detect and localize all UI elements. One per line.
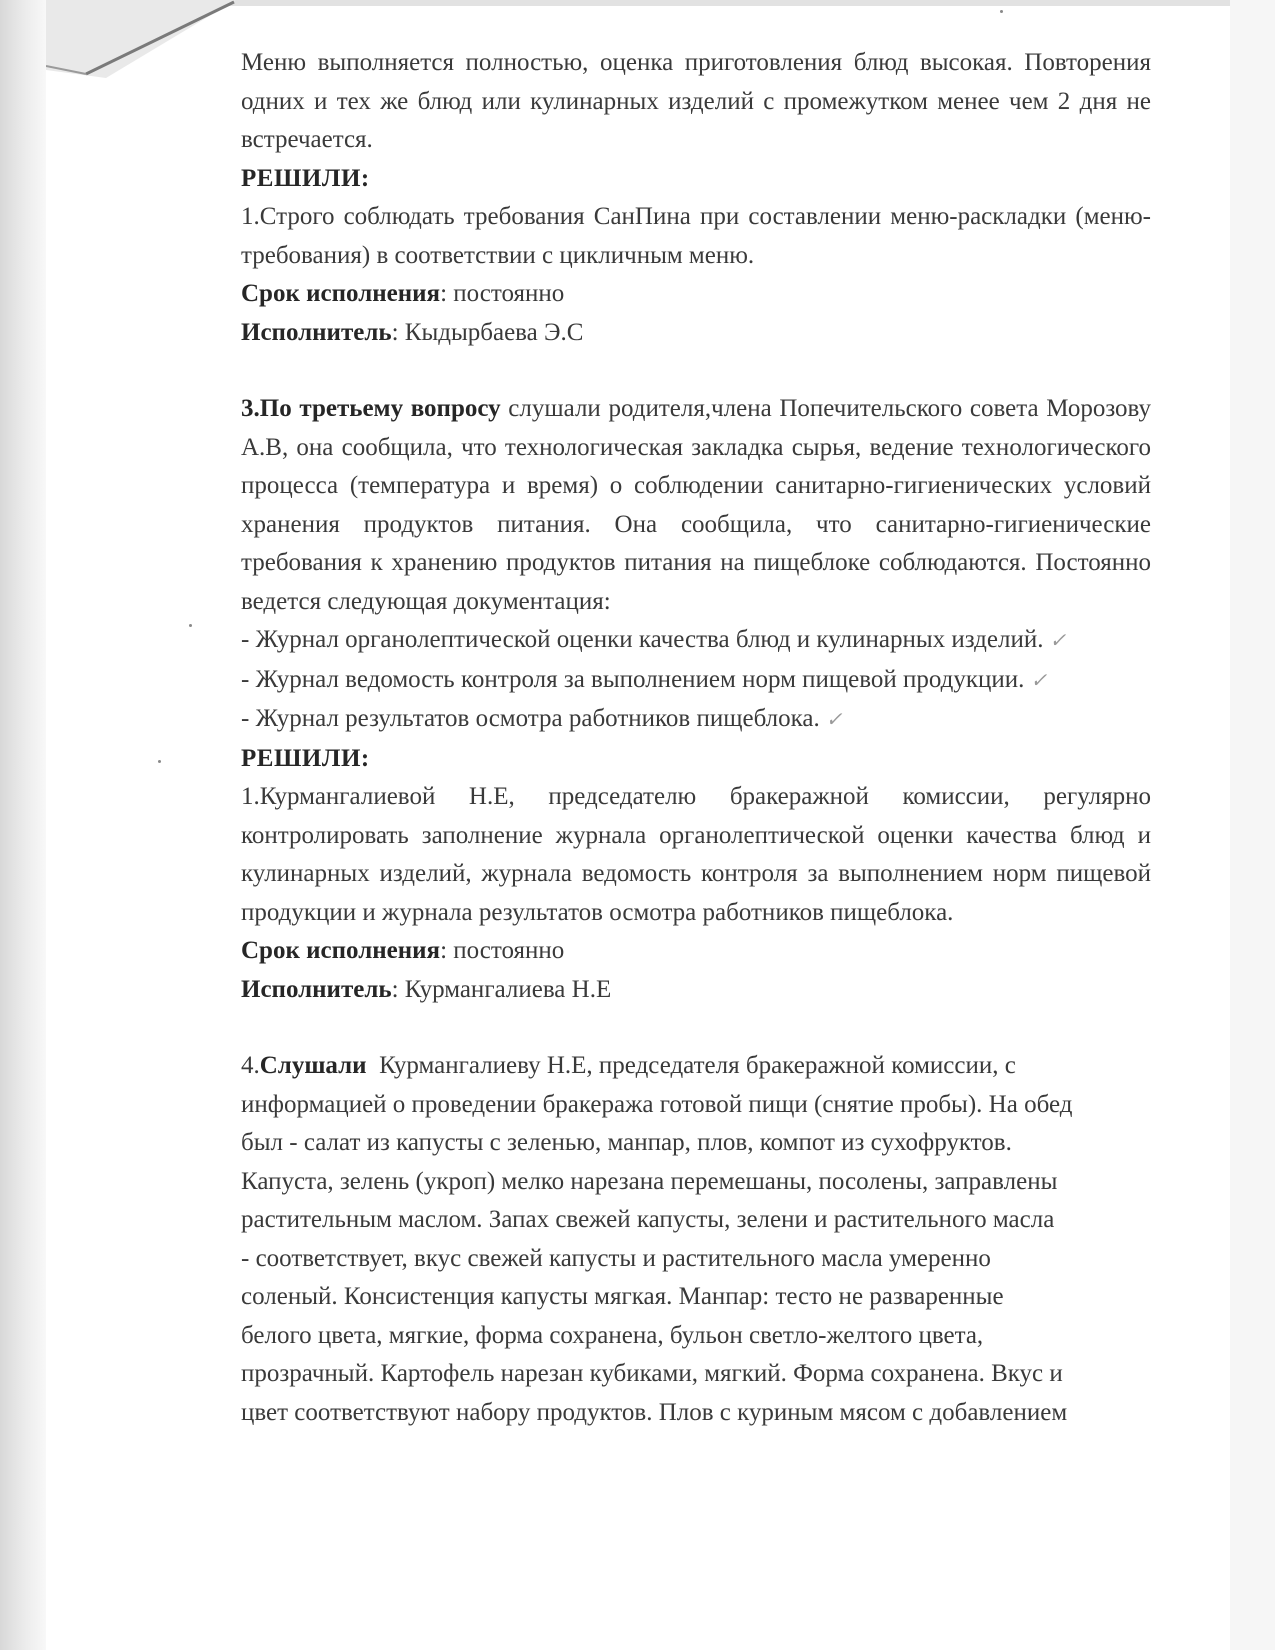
question-4-line — [241, 1047, 1151, 1086]
scan-speck — [189, 624, 192, 627]
question-3-lead: 3.По третьему вопросу — [241, 395, 501, 422]
executor-line-2 — [241, 971, 1151, 1010]
question-4-line: растительным маслом. Запах свежей капусты, зелени и растительного масла — [241, 1206, 1055, 1233]
spacer — [241, 352, 1151, 390]
list-item — [241, 621, 1151, 661]
question-4-line: прозрачный. Картофель нарезан кубиками, мягкий. Форма сохранена. Вкус и — [241, 1360, 1063, 1387]
question-4-line: информацией о проведении бракеража готовой пищи (снятие пробы). На обед — [241, 1090, 1073, 1118]
scan-speck — [1000, 10, 1003, 13]
heading-resolved-1: РЕШИЛИ: — [241, 164, 370, 192]
list-item-text: - Журнал результатов осмотра работников пищеблока. — [241, 705, 820, 732]
executor-value: : Курмангалиева Н.Е — [391, 975, 612, 1003]
question-4-paragraph — [241, 1047, 1151, 1432]
document-page — [241, 44, 1151, 1432]
deadline-line-1 — [241, 275, 1151, 314]
paragraph-menu: Меню выполняется полностью, оценка приготовления блюд высокая. Повторения одних и тех же блюд или кулинарных изделий с промежутком менее чем 2 дня не встречается. — [241, 49, 1151, 153]
question-4-line: соленый. Консистенция капусты мягкая. Манпар: тесто не разваренные — [241, 1283, 1004, 1310]
question-4-line: - соответствует, вкус свежей капусты и растительного масла умеренно — [241, 1244, 991, 1272]
checkmark-icon: ✓ — [1030, 669, 1048, 692]
executor-label: Исполнитель — [241, 975, 392, 1003]
deadline-label: Срок исполнения — [241, 280, 441, 307]
scan-right-margin — [1230, 0, 1275, 1650]
resolution-2: 1.Курмангалиевой Н.Е, председателю бракеражной комиссии, регулярно контролировать заполнение журнала органолептической оценки качества блюд и кулинарных изделий, журнала ведомость контроля за выполнением норм пищевой продукции и журнала результатов осмотра работников пищеблока. — [241, 783, 1151, 926]
question-4-line: Капуста, зелень (укроп) мелко нарезана перемешаны, посолены, заправлены — [241, 1167, 1058, 1195]
question-3-paragraph — [241, 390, 1151, 621]
question-4-line: белого цвета, мягкие, форма сохранена, бульон светло-желтого цвета, — [241, 1321, 984, 1349]
list-item — [241, 661, 1151, 701]
executor-line-1 — [241, 314, 1151, 353]
question-4-number: 4. — [241, 1052, 260, 1079]
list-item — [241, 700, 1151, 740]
question-3-text: слушали родителя,члена Попечительского совета Морозову А.В, она сообщила, что технологическая закладка сырья, ведение технологического процесса (температура и время) о соблюдении санитарно-гигиенических условий хранения продуктов питания. Она сообщила, что санитарно-гигиенические требования к хранению продуктов питания на пищеблоке соблюдаются. Постоянно ведется следующая документация: — [241, 395, 1152, 615]
deadline-value: : постоянно — [440, 280, 565, 307]
resolution-1: 1.Строго соблюдать требования СанПина при составлении меню-раскладки (меню-требования) в соответствии с цикличным меню. — [241, 203, 1151, 269]
deadline-label: Срок исполнения — [241, 937, 441, 964]
scan-left-margin — [0, 0, 46, 1650]
spacer — [241, 1009, 1151, 1047]
list-item-text: - Журнал органолептической оценки качества блюд и кулинарных изделий. — [241, 626, 1044, 653]
folded-corner — [46, 0, 236, 80]
scan-speck — [158, 760, 161, 763]
checkmark-icon: ✓ — [1049, 630, 1067, 652]
question-4-line: цвет соответствуют набору продуктов. Плов с куриным мясом с добавлением — [241, 1398, 1068, 1426]
list-item-text: - Журнал ведомость контроля за выполнением норм пищевой продукции. — [241, 665, 1025, 693]
deadline-line-2 — [241, 932, 1151, 971]
question-4-text: Курмангалиеву Н.Е, председателя бракеражной комиссии, с — [379, 1052, 1016, 1079]
question-4-line: был - салат из капусты с зеленью, манпар, плов, компот из сухофруктов. — [241, 1129, 1012, 1156]
question-4-lead: Слушали — [259, 1052, 367, 1079]
executor-value: : Кыдырбаева Э.С — [391, 318, 584, 346]
checkmark-icon: ✓ — [825, 709, 843, 731]
executor-label: Исполнитель — [241, 318, 392, 346]
deadline-value: : постоянно — [440, 937, 565, 964]
heading-resolved-2: РЕШИЛИ: — [241, 744, 370, 772]
